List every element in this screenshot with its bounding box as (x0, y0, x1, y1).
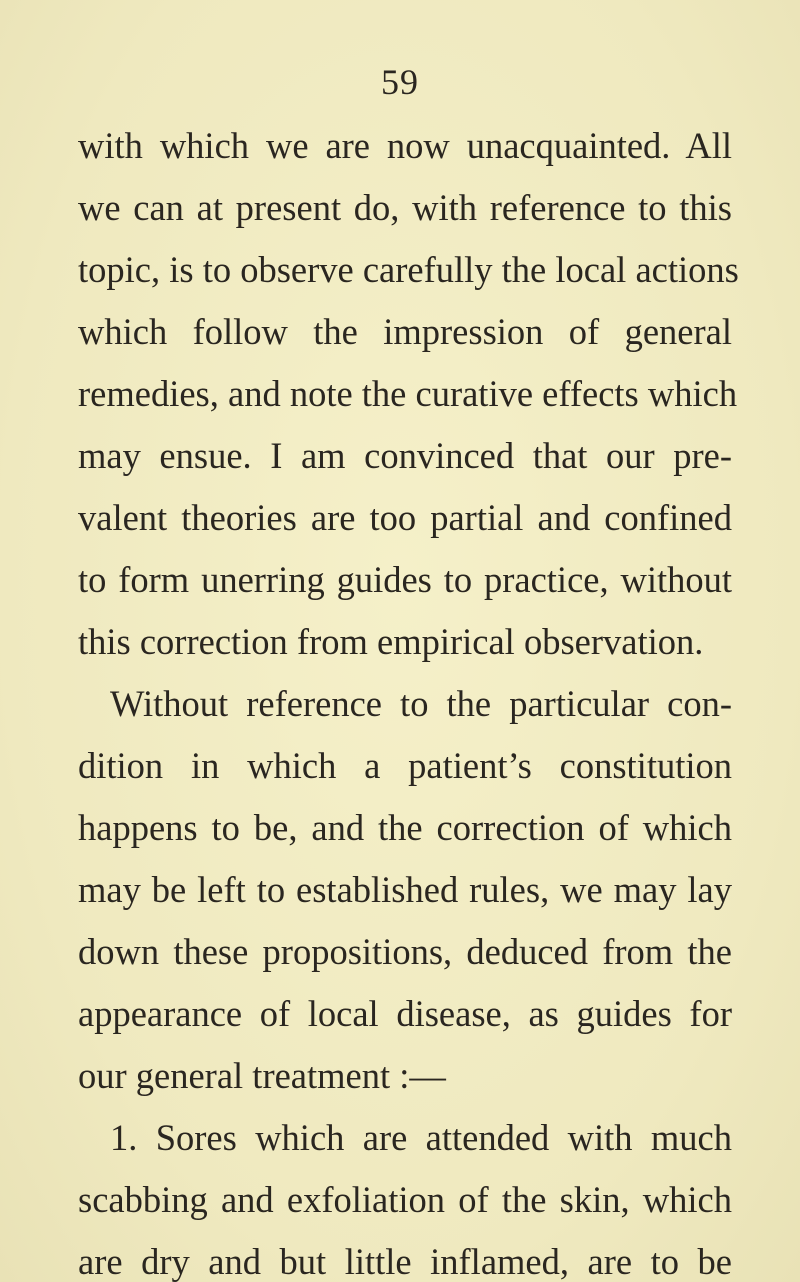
text-line-8: to form unerring guides to practice, without (78, 559, 732, 600)
text-line-14: down these propositions, deduced from the (78, 931, 732, 972)
page-number: 59 (381, 62, 419, 102)
text-line-9: this correction from empirical observation. (78, 621, 704, 662)
text-line-10: Without reference to the particular con- (110, 683, 732, 724)
text-line-19: are dry and but little inflamed, are to be (78, 1241, 732, 1282)
text-line-3: topic, is to observe carefully the local actions (78, 249, 739, 290)
text-line-12: happens to be, and the correction of which (78, 807, 732, 848)
text-line-6: may ensue. I am convinced that our pre- (78, 435, 732, 476)
text-line-4: which follow the impression of general (78, 311, 732, 352)
text-line-16: our general treatment :— (78, 1055, 446, 1096)
text-line-5: remedies, and note the curative effects which (78, 373, 738, 414)
text-line-15: appearance of local disease, as guides for (78, 993, 732, 1034)
text-line-18: scabbing and exfoliation of the skin, which (78, 1179, 732, 1220)
text-line-2: we can at present do, with reference to this (78, 187, 732, 228)
text-line-11: dition in which a patient’s constitution (78, 745, 732, 786)
text-line-17: 1. Sores which are attended with much (110, 1117, 732, 1158)
text-line-1: with which we are now unacquainted. All (78, 125, 732, 166)
text-line-7: valent theories are too partial and confined (78, 497, 732, 538)
text-line-13: may be left to established rules, we may lay (78, 869, 732, 910)
